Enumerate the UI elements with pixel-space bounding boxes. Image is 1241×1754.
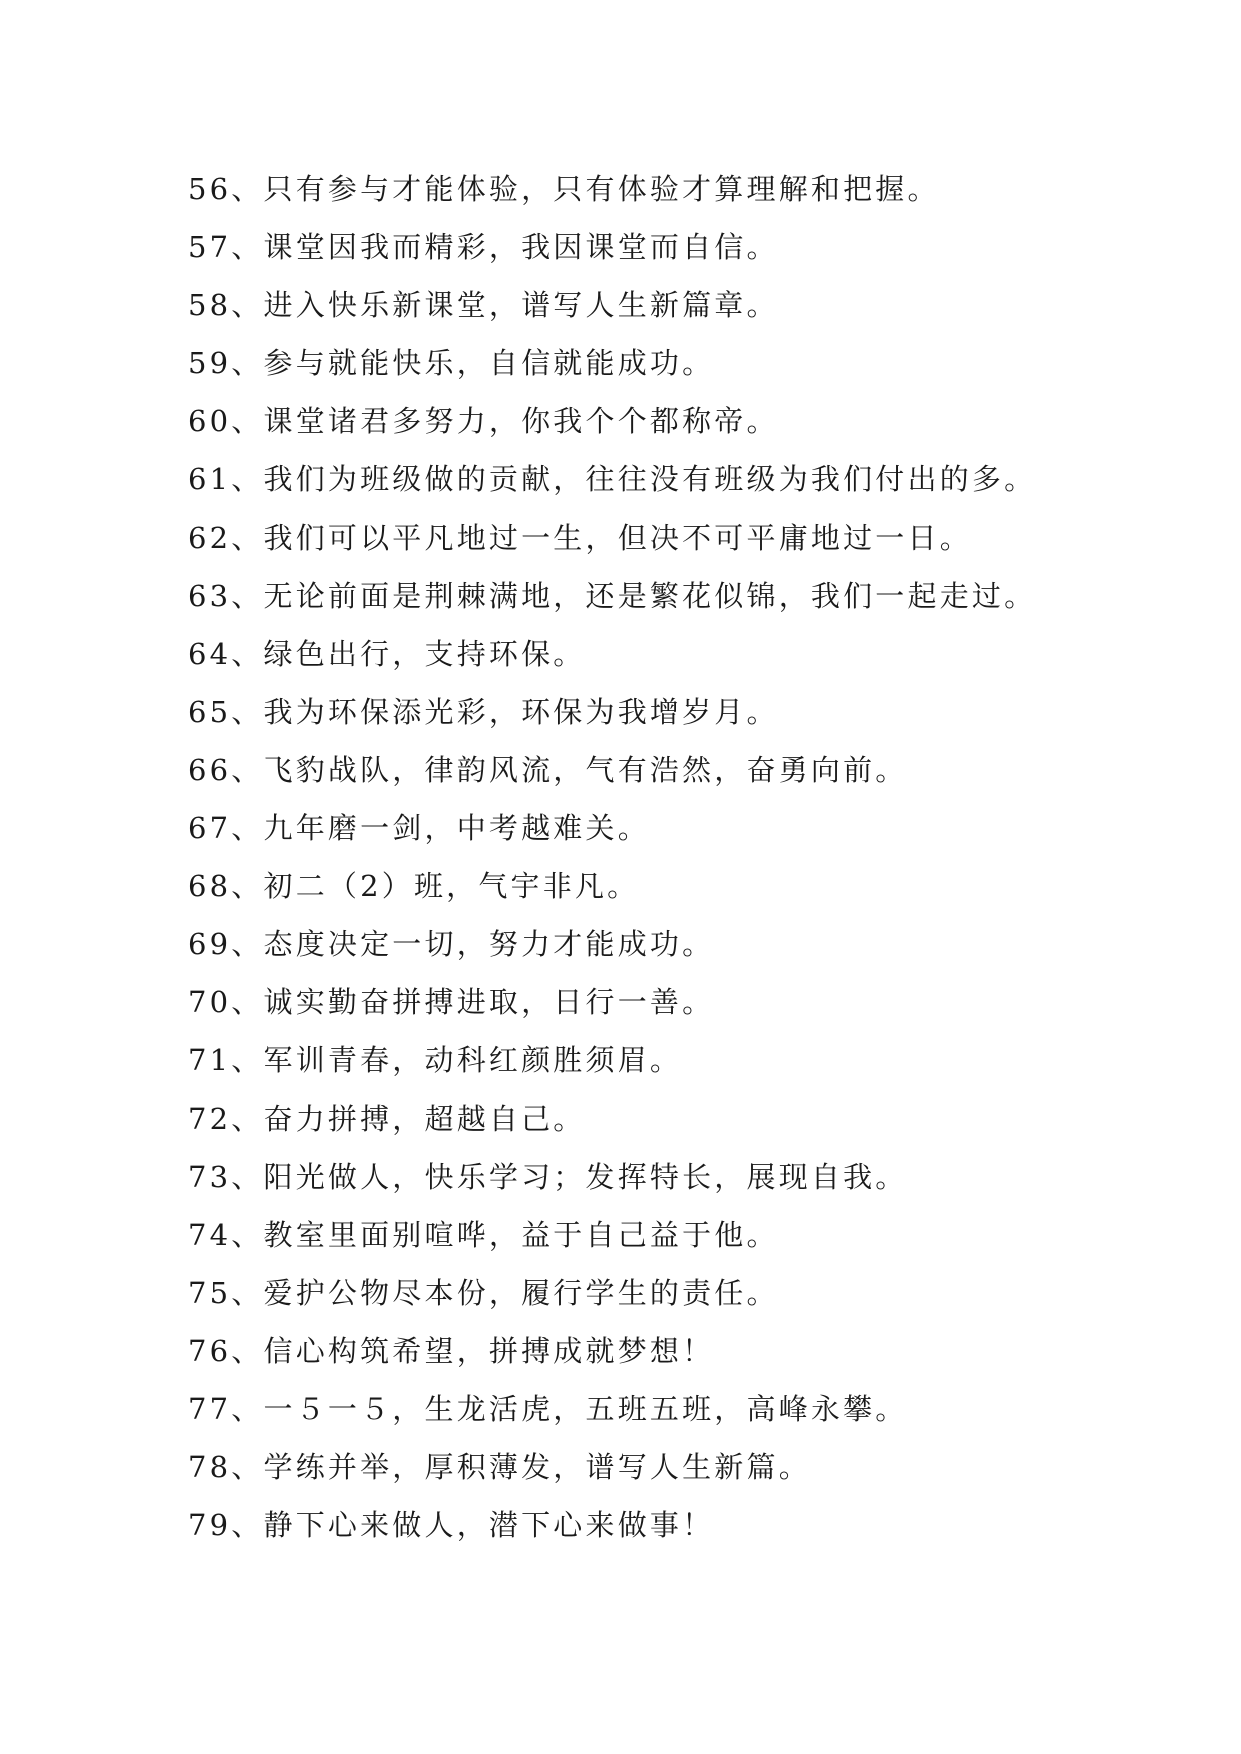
list-item: 62、我们可以平凡地过一生，但决不可平庸地过一日。 <box>188 520 972 555</box>
list-item: 70、诚实勤奋拼搏进取，日行一善。 <box>188 985 715 1020</box>
list-item: 72、奋力拼搏，超越自己。 <box>188 1101 586 1136</box>
list-item: 79、静下心来做人，潜下心来做事！ <box>188 1508 715 1543</box>
list-item: 73、阳光做人，快乐学习；发挥特长，展现自我。 <box>188 1159 908 1194</box>
list-item: 63、无论前面是荆棘满地，还是繁花似锦，我们一起走过。 <box>188 578 1037 613</box>
list-item: 60、课堂诸君多努力，你我个个都称帝。 <box>188 404 779 439</box>
list-item: 69、态度决定一切，努力才能成功。 <box>188 927 715 962</box>
list-item: 57、课堂因我而精彩，我因课堂而自信。 <box>188 230 779 265</box>
list-item: 66、飞豹战队，律韵风流，气有浩然，奋勇向前。 <box>188 752 908 787</box>
list-item: 78、学练并举，厚积薄发，谱写人生新篇。 <box>188 1450 811 1485</box>
list-item: 59、参与就能快乐，自信就能成功。 <box>188 346 715 381</box>
list-item: 74、教室里面别喧哗，益于自己益于他。 <box>188 1217 779 1252</box>
list-item: 56、只有参与才能体验，只有体验才算理解和把握。 <box>188 172 940 206</box>
list-item: 76、信心构筑希望，拼搏成就梦想！ <box>188 1333 715 1368</box>
list-item: 58、进入快乐新课堂，谱写人生新篇章。 <box>188 288 779 323</box>
list-item: 65、我为环保添光彩，环保为我增岁月。 <box>188 694 779 729</box>
list-item: 68、初二（2）班，气宇非凡。 <box>188 869 640 904</box>
list-item: 77、一５一５，生龙活虎，五班五班，高峰永攀。 <box>188 1391 908 1426</box>
list-item: 75、爱护公物尽本份，履行学生的责任。 <box>188 1275 779 1310</box>
list-item: 64、绿色出行，支持环保。 <box>188 636 586 671</box>
list-item: 71、军训青春，动科红颜胜须眉。 <box>188 1043 683 1078</box>
slogan-list <box>188 160 1188 1554</box>
list-item: 61、我们为班级做的贡献，往往没有班级为我们付出的多。 <box>188 462 1037 497</box>
list-item: 67、九年磨一剑，中考越难关。 <box>188 811 650 846</box>
